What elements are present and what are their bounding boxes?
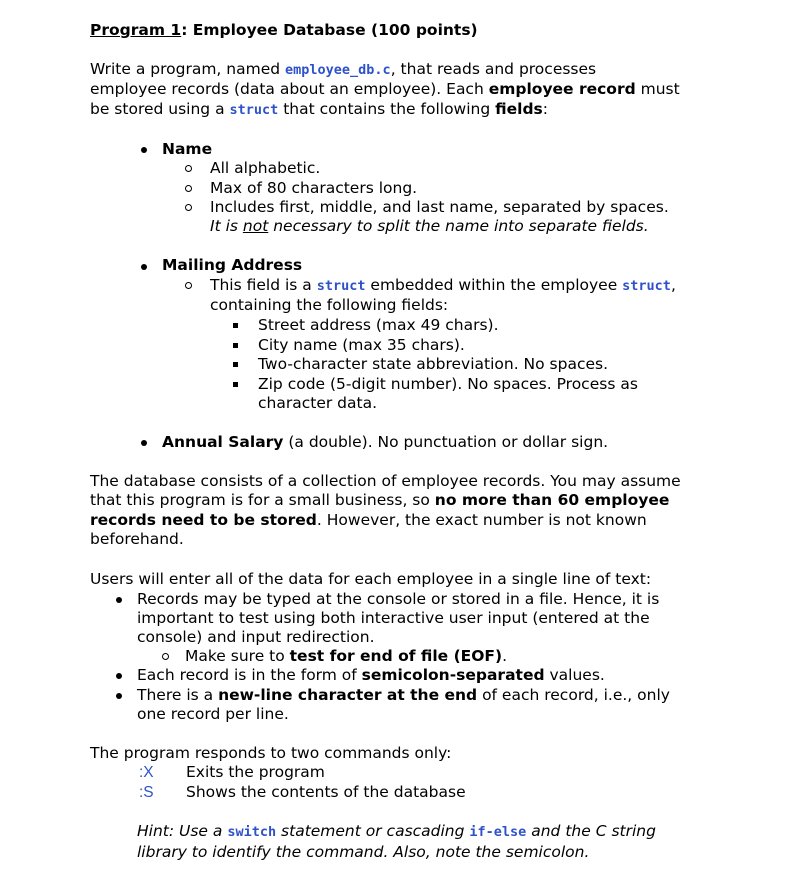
address-subitem-zip-cont: character data. xyxy=(258,394,377,412)
name-note: It is not necessary to split the name into separate fields. xyxy=(210,217,649,235)
bullet-icon xyxy=(141,440,147,446)
users-subitem-eof: Make sure to test for end of file (EOF). xyxy=(185,647,508,665)
name-item-2: Max of 80 characters long. xyxy=(210,179,418,197)
circle-bullet-icon xyxy=(185,282,192,289)
hint-line-1: Hint: Use a switch statement or cascading if-else and the C string xyxy=(137,822,656,840)
circle-bullet-icon xyxy=(185,204,192,211)
database-line-4: beforehand. xyxy=(90,530,184,548)
database-line-3: records need to be stored. However, the exact number is not known xyxy=(90,511,647,529)
title-text: : Employee Database (100 points) xyxy=(181,21,478,39)
users-bullet-3-line-1: There is a new-line character at the end of each record, i.e., only xyxy=(137,686,670,704)
name-item-3: Includes first, middle, and last name, separated by spaces. xyxy=(210,198,669,216)
command-exit-key: :X xyxy=(139,764,154,781)
filename-code: employee_db.c xyxy=(285,62,391,78)
bullet-icon xyxy=(116,597,122,603)
square-bullet-icon xyxy=(233,323,238,328)
users-bullet-1-line-1: Records may be typed at the console or stored in a file. Hence, it is xyxy=(137,590,660,608)
name-field-title: Name xyxy=(162,140,213,158)
users-bullet-3-line-2: one record per line. xyxy=(137,705,289,723)
users-bullet-1-line-2: important to test using both interactive user input (entered at the xyxy=(137,609,650,627)
intro-line-1: Write a program, named employee_db.c, that reads and processes xyxy=(90,60,597,78)
bullet-icon xyxy=(141,264,147,270)
struct-code: struct xyxy=(229,102,279,118)
address-subitem-street: Street address (max 49 chars). xyxy=(258,316,499,334)
bullet-icon xyxy=(116,673,122,679)
bullet-icon xyxy=(116,693,122,699)
circle-bullet-icon xyxy=(162,653,169,660)
page-title xyxy=(90,21,478,41)
commands-intro: The program responds to two commands only: xyxy=(90,744,452,762)
address-line-2: containing the following fields: xyxy=(210,296,449,314)
intro-line-2: employee records (data about an employee). Each employee record must xyxy=(90,80,680,98)
circle-bullet-icon xyxy=(185,165,192,172)
hint-line-2: library to identify the command. Also, note the semicolon. xyxy=(137,843,590,861)
address-subitem-city: City name (max 35 chars). xyxy=(258,336,465,354)
address-subitem-zip: Zip code (5-digit number). No spaces. Process as xyxy=(258,375,638,393)
command-exit-desc: Exits the program xyxy=(186,763,325,781)
name-item-1: All alphabetic. xyxy=(210,159,321,177)
title-program-number: Program 1 xyxy=(90,21,182,39)
intro-line-3: be stored using a struct that contains the following fields: xyxy=(90,100,548,118)
database-line-1: The database consists of a collection of employee records. You may assume xyxy=(90,472,681,490)
circle-bullet-icon xyxy=(185,185,192,192)
bullet-icon xyxy=(141,147,147,153)
square-bullet-icon xyxy=(233,362,238,367)
square-bullet-icon xyxy=(233,382,238,387)
command-show-desc: Shows the contents of the database xyxy=(186,783,466,801)
users-intro: Users will enter all of the data for each employee in a single line of text: xyxy=(90,570,652,588)
users-bullet-2: Each record is in the form of semicolon-separated values. xyxy=(137,666,605,684)
address-line-1: This field is a struct embedded within the employee struct, xyxy=(210,276,676,294)
command-show-key: :S xyxy=(139,784,154,801)
address-subitem-state: Two-character state abbreviation. No spaces. xyxy=(258,355,609,373)
address-field-title: Mailing Address xyxy=(162,256,303,274)
square-bullet-icon xyxy=(233,343,238,348)
salary-field: Annual Salary (a double). No punctuation or dollar sign. xyxy=(162,433,609,451)
database-line-2: that this program is for a small business, so no more than 60 employee xyxy=(90,491,670,509)
users-bullet-1-line-3: console) and input redirection. xyxy=(137,628,375,646)
